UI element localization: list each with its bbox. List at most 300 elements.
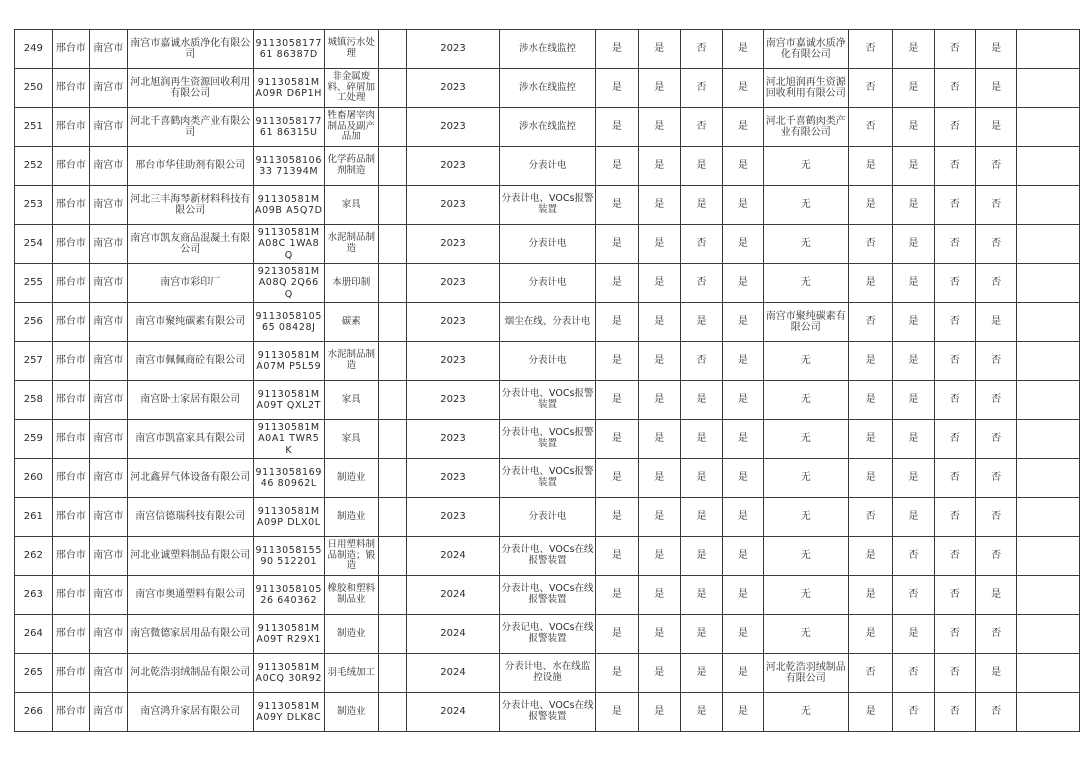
table-row — [15, 576, 1080, 615]
flag-cell-6: 是 — [893, 108, 934, 147]
year-cell: 2024 — [407, 537, 500, 576]
flag-cell-6: 是 — [893, 420, 934, 459]
flag-cell-4: 是 — [723, 498, 763, 537]
company-name-cell: 南宫卧士家居有限公司 — [127, 381, 253, 420]
city-cell: 邢台市 — [52, 459, 89, 498]
blank-cell — [378, 108, 406, 147]
flag-cell-7: 否 — [934, 186, 975, 225]
flag-cell-7: 否 — [934, 108, 975, 147]
county-cell: 南宫市 — [90, 303, 127, 342]
table-row — [15, 615, 1080, 654]
industry-cell: 水泥制品制造 — [324, 225, 378, 264]
row-number: 249 — [15, 30, 53, 69]
credit-code-cell: 911305815590 512201 — [253, 537, 324, 576]
row-number: 260 — [15, 459, 53, 498]
city-cell: 邢台市 — [52, 342, 89, 381]
table-row — [15, 342, 1080, 381]
flag-cell-6: 否 — [893, 537, 934, 576]
county-cell: 南宫市 — [90, 693, 127, 732]
flag-cell-2: 是 — [638, 420, 680, 459]
company-name-cell: 南宫市佩佩商砼有限公司 — [127, 342, 253, 381]
operator-cell: 南宫市聚纯碳素有限公司 — [763, 303, 848, 342]
flag-cell-5: 否 — [848, 30, 892, 69]
city-cell: 邢台市 — [52, 186, 89, 225]
flag-cell-2: 是 — [638, 615, 680, 654]
flag-cell-5: 是 — [848, 615, 892, 654]
flag-cell-3: 是 — [680, 498, 722, 537]
row-number: 262 — [15, 537, 53, 576]
row-number: 250 — [15, 69, 53, 108]
monitoring-equipment-cell: 分表计电、VOCs在线报警装置 — [499, 576, 595, 615]
flag-cell-7: 否 — [934, 459, 975, 498]
flag-cell-4: 是 — [723, 654, 763, 693]
company-name-cell: 南宫市凯富家具有限公司 — [127, 420, 253, 459]
flag-cell-2: 是 — [638, 576, 680, 615]
company-name-cell: 南宫市奥通塑料有限公司 — [127, 576, 253, 615]
flag-cell-3: 否 — [680, 69, 722, 108]
monitoring-equipment-cell: 涉水在线监控 — [499, 30, 595, 69]
credit-code-cell: 91130581MA09T QXL2T — [253, 381, 324, 420]
operator-cell: 河北千喜鹤肉类产业有限公司 — [763, 108, 848, 147]
blank-cell — [378, 459, 406, 498]
flag-cell-2: 是 — [638, 147, 680, 186]
row-number: 259 — [15, 420, 53, 459]
row-number: 265 — [15, 654, 53, 693]
flag-cell-4: 是 — [723, 420, 763, 459]
flag-cell-6: 否 — [893, 693, 934, 732]
flag-cell-6: 是 — [893, 342, 934, 381]
flag-cell-3: 是 — [680, 654, 722, 693]
county-cell: 南宫市 — [90, 381, 127, 420]
flag-cell-5: 是 — [848, 186, 892, 225]
row-number: 252 — [15, 147, 53, 186]
flag-cell-7: 否 — [934, 225, 975, 264]
flag-cell-1: 是 — [596, 381, 638, 420]
flag-cell-8: 是 — [975, 654, 1016, 693]
flag-cell-7: 否 — [934, 147, 975, 186]
flag-cell-2: 是 — [638, 186, 680, 225]
flag-cell-2: 是 — [638, 693, 680, 732]
flag-cell-7: 否 — [934, 615, 975, 654]
flag-cell-3: 是 — [680, 381, 722, 420]
flag-cell-6: 是 — [893, 615, 934, 654]
city-cell: 邢台市 — [52, 420, 89, 459]
flag-cell-1: 是 — [596, 498, 638, 537]
trailing-cell — [1017, 654, 1080, 693]
flag-cell-7: 否 — [934, 537, 975, 576]
flag-cell-1: 是 — [596, 264, 638, 303]
flag-cell-7: 否 — [934, 693, 975, 732]
flag-cell-4: 是 — [723, 264, 763, 303]
company-name-cell: 南宫信德瑞科技有限公司 — [127, 498, 253, 537]
county-cell: 南宫市 — [90, 69, 127, 108]
flag-cell-5: 是 — [848, 576, 892, 615]
flag-cell-5: 是 — [848, 420, 892, 459]
city-cell: 邢台市 — [52, 693, 89, 732]
credit-code-cell: 92130581MA08Q 2Q66Q — [253, 264, 324, 303]
city-cell: 邢台市 — [52, 654, 89, 693]
industry-cell: 制造业 — [324, 498, 378, 537]
flag-cell-2: 是 — [638, 654, 680, 693]
operator-cell: 无 — [763, 264, 848, 303]
flag-cell-6: 是 — [893, 147, 934, 186]
blank-cell — [378, 225, 406, 264]
industry-cell: 日用塑料制品制造；锻造 — [324, 537, 378, 576]
table-row — [15, 459, 1080, 498]
flag-cell-8: 否 — [975, 225, 1016, 264]
table-row — [15, 420, 1080, 459]
monitoring-equipment-cell: 分表计电、VOCs报警装置 — [499, 381, 595, 420]
flag-cell-8: 是 — [975, 108, 1016, 147]
blank-cell — [378, 303, 406, 342]
flag-cell-6: 是 — [893, 69, 934, 108]
monitoring-equipment-cell: 分表计电 — [499, 264, 595, 303]
industry-cell: 橡胶和塑料制品业 — [324, 576, 378, 615]
monitoring-equipment-cell: 分表记电、VOCs在线报警装置 — [499, 615, 595, 654]
year-cell: 2024 — [407, 615, 500, 654]
flag-cell-7: 否 — [934, 654, 975, 693]
trailing-cell — [1017, 459, 1080, 498]
city-cell: 邢台市 — [52, 69, 89, 108]
year-cell: 2023 — [407, 147, 500, 186]
flag-cell-2: 是 — [638, 381, 680, 420]
credit-code-cell: 91130581MA0CQ 30R92 — [253, 654, 324, 693]
flag-cell-2: 是 — [638, 69, 680, 108]
flag-cell-3: 否 — [680, 30, 722, 69]
blank-cell — [378, 498, 406, 537]
flag-cell-7: 否 — [934, 381, 975, 420]
credit-code-cell: 911305816946 80962L — [253, 459, 324, 498]
flag-cell-3: 否 — [680, 108, 722, 147]
flag-cell-1: 是 — [596, 615, 638, 654]
monitoring-equipment-cell: 涉水在线监控 — [499, 69, 595, 108]
flag-cell-8: 否 — [975, 537, 1016, 576]
trailing-cell — [1017, 108, 1080, 147]
industry-cell: 水泥制品制造 — [324, 342, 378, 381]
city-cell: 邢台市 — [52, 537, 89, 576]
industry-cell: 家具 — [324, 381, 378, 420]
monitoring-equipment-cell: 烟尘在线、分表计电 — [499, 303, 595, 342]
city-cell: 邢台市 — [52, 498, 89, 537]
year-cell: 2023 — [407, 498, 500, 537]
city-cell: 邢台市 — [52, 303, 89, 342]
flag-cell-3: 是 — [680, 186, 722, 225]
trailing-cell — [1017, 342, 1080, 381]
flag-cell-8: 否 — [975, 615, 1016, 654]
flag-cell-1: 是 — [596, 186, 638, 225]
flag-cell-3: 否 — [680, 342, 722, 381]
year-cell: 2023 — [407, 342, 500, 381]
flag-cell-8: 否 — [975, 693, 1016, 732]
blank-cell — [378, 147, 406, 186]
flag-cell-5: 否 — [848, 69, 892, 108]
flag-cell-3: 是 — [680, 459, 722, 498]
year-cell: 2023 — [407, 108, 500, 147]
credit-code-cell: 91130581MA08C 1WA8Q — [253, 225, 324, 264]
monitoring-equipment-cell: 分表计电、VOCs在线报警装置 — [499, 693, 595, 732]
credit-code-cell: 91130581MA0A1 TWR5K — [253, 420, 324, 459]
operator-cell: 河北旭润再生资源回收利用有限公司 — [763, 69, 848, 108]
blank-cell — [378, 537, 406, 576]
operator-cell: 南宫市嘉诚水质净化有限公司 — [763, 30, 848, 69]
flag-cell-5: 是 — [848, 264, 892, 303]
table-row — [15, 303, 1080, 342]
table-row — [15, 537, 1080, 576]
county-cell: 南宫市 — [90, 537, 127, 576]
blank-cell — [378, 69, 406, 108]
city-cell: 邢台市 — [52, 147, 89, 186]
county-cell: 南宫市 — [90, 498, 127, 537]
industry-cell: 碳素 — [324, 303, 378, 342]
trailing-cell — [1017, 693, 1080, 732]
flag-cell-7: 否 — [934, 420, 975, 459]
flag-cell-8: 否 — [975, 459, 1016, 498]
flag-cell-4: 是 — [723, 303, 763, 342]
flag-cell-5: 是 — [848, 342, 892, 381]
flag-cell-8: 是 — [975, 30, 1016, 69]
blank-cell — [378, 186, 406, 225]
flag-cell-6: 是 — [893, 264, 934, 303]
monitoring-equipment-cell: 涉水在线监控 — [499, 108, 595, 147]
row-number: 264 — [15, 615, 53, 654]
credit-code-cell: 91130581MA09P DLX0L — [253, 498, 324, 537]
flag-cell-8: 是 — [975, 69, 1016, 108]
flag-cell-8: 否 — [975, 498, 1016, 537]
flag-cell-6: 是 — [893, 225, 934, 264]
table-row — [15, 108, 1080, 147]
year-cell: 2024 — [407, 654, 500, 693]
city-cell: 邢台市 — [52, 108, 89, 147]
flag-cell-2: 是 — [638, 108, 680, 147]
flag-cell-4: 是 — [723, 147, 763, 186]
year-cell: 2023 — [407, 264, 500, 303]
flag-cell-7: 否 — [934, 69, 975, 108]
flag-cell-5: 否 — [848, 225, 892, 264]
blank-cell — [378, 342, 406, 381]
flag-cell-4: 是 — [723, 30, 763, 69]
monitoring-equipment-cell: 分表计电、VOCs报警装置 — [499, 420, 595, 459]
year-cell: 2023 — [407, 225, 500, 264]
operator-cell: 无 — [763, 615, 848, 654]
flag-cell-3: 是 — [680, 147, 722, 186]
flag-cell-6: 是 — [893, 381, 934, 420]
flag-cell-5: 是 — [848, 537, 892, 576]
flag-cell-8: 否 — [975, 381, 1016, 420]
trailing-cell — [1017, 69, 1080, 108]
trailing-cell — [1017, 264, 1080, 303]
operator-cell: 无 — [763, 225, 848, 264]
flag-cell-2: 是 — [638, 303, 680, 342]
flag-cell-2: 是 — [638, 264, 680, 303]
table-row — [15, 186, 1080, 225]
blank-cell — [378, 693, 406, 732]
industry-cell: 牲畜屠宰肉制品及副产品加 — [324, 108, 378, 147]
industry-cell: 制造业 — [324, 459, 378, 498]
company-name-cell: 河北千喜鹤肉类产业有限公司 — [127, 108, 253, 147]
operator-cell: 无 — [763, 498, 848, 537]
operator-cell: 无 — [763, 342, 848, 381]
credit-code-cell: 911305817761 86387D — [253, 30, 324, 69]
monitoring-equipment-cell: 分表计电、VOCs报警装置 — [499, 186, 595, 225]
enterprise-table — [14, 29, 1080, 732]
flag-cell-5: 是 — [848, 693, 892, 732]
flag-cell-7: 否 — [934, 498, 975, 537]
monitoring-equipment-cell: 分表计电 — [499, 147, 595, 186]
flag-cell-1: 是 — [596, 303, 638, 342]
row-number: 261 — [15, 498, 53, 537]
flag-cell-3: 是 — [680, 576, 722, 615]
flag-cell-7: 否 — [934, 30, 975, 69]
table-row — [15, 381, 1080, 420]
credit-code-cell: 91130581MA09B A5Q7D — [253, 186, 324, 225]
flag-cell-5: 是 — [848, 147, 892, 186]
industry-cell: 家具 — [324, 186, 378, 225]
flag-cell-4: 是 — [723, 108, 763, 147]
flag-cell-7: 否 — [934, 264, 975, 303]
flag-cell-5: 是 — [848, 459, 892, 498]
flag-cell-3: 是 — [680, 537, 722, 576]
trailing-cell — [1017, 30, 1080, 69]
city-cell: 邢台市 — [52, 615, 89, 654]
row-number: 254 — [15, 225, 53, 264]
year-cell: 2024 — [407, 576, 500, 615]
flag-cell-6: 是 — [893, 498, 934, 537]
county-cell: 南宫市 — [90, 186, 127, 225]
row-number: 263 — [15, 576, 53, 615]
operator-cell: 河北乾浩羽绒制品有限公司 — [763, 654, 848, 693]
flag-cell-7: 否 — [934, 303, 975, 342]
row-number: 266 — [15, 693, 53, 732]
flag-cell-6: 否 — [893, 576, 934, 615]
flag-cell-1: 是 — [596, 342, 638, 381]
flag-cell-7: 否 — [934, 576, 975, 615]
flag-cell-2: 是 — [638, 342, 680, 381]
flag-cell-1: 是 — [596, 693, 638, 732]
county-cell: 南宫市 — [90, 147, 127, 186]
company-name-cell: 南宫市聚纯碳素有限公司 — [127, 303, 253, 342]
city-cell: 邢台市 — [52, 225, 89, 264]
county-cell: 南宫市 — [90, 264, 127, 303]
flag-cell-1: 是 — [596, 654, 638, 693]
blank-cell — [378, 30, 406, 69]
row-number: 258 — [15, 381, 53, 420]
flag-cell-5: 否 — [848, 654, 892, 693]
trailing-cell — [1017, 147, 1080, 186]
flag-cell-3: 是 — [680, 303, 722, 342]
company-name-cell: 南宫微德家居用品有限公司 — [127, 615, 253, 654]
company-name-cell: 河北乾浩羽绒制品有限公司 — [127, 654, 253, 693]
monitoring-equipment-cell: 分表计电 — [499, 498, 595, 537]
operator-cell: 无 — [763, 576, 848, 615]
blank-cell — [378, 420, 406, 459]
blank-cell — [378, 654, 406, 693]
operator-cell: 无 — [763, 420, 848, 459]
city-cell: 邢台市 — [52, 264, 89, 303]
year-cell: 2023 — [407, 381, 500, 420]
company-name-cell: 河北业诚塑料制品有限公司 — [127, 537, 253, 576]
company-name-cell: 南宫市凯友商品混凝土有限公司 — [127, 225, 253, 264]
monitoring-equipment-cell: 分表计电、VOCs报警装置 — [499, 459, 595, 498]
credit-code-cell: 911305810526 640362 — [253, 576, 324, 615]
flag-cell-6: 是 — [893, 186, 934, 225]
industry-cell: 制造业 — [324, 693, 378, 732]
monitoring-equipment-cell: 分表计电、VOCs在线报警装置 — [499, 537, 595, 576]
flag-cell-1: 是 — [596, 537, 638, 576]
blank-cell — [378, 615, 406, 654]
monitoring-equipment-cell: 分表计电、水在线监控设施 — [499, 654, 595, 693]
company-name-cell: 邢台市华佳助剂有限公司 — [127, 147, 253, 186]
flag-cell-6: 是 — [893, 459, 934, 498]
industry-cell: 制造业 — [324, 615, 378, 654]
flag-cell-1: 是 — [596, 147, 638, 186]
monitoring-equipment-cell: 分表计电 — [499, 342, 595, 381]
flag-cell-2: 是 — [638, 498, 680, 537]
blank-cell — [378, 381, 406, 420]
table-row — [15, 693, 1080, 732]
city-cell: 邢台市 — [52, 30, 89, 69]
flag-cell-4: 是 — [723, 537, 763, 576]
trailing-cell — [1017, 498, 1080, 537]
flag-cell-8: 否 — [975, 147, 1016, 186]
blank-cell — [378, 576, 406, 615]
year-cell: 2023 — [407, 303, 500, 342]
company-name-cell: 河北三丰海琴新材料科技有限公司 — [127, 186, 253, 225]
credit-code-cell: 91130581MA09Y DLK8C — [253, 693, 324, 732]
county-cell: 南宫市 — [90, 342, 127, 381]
credit-code-cell: 91130581MA07M P5L59 — [253, 342, 324, 381]
row-number: 251 — [15, 108, 53, 147]
flag-cell-8: 否 — [975, 186, 1016, 225]
company-name-cell: 河北鑫昇气体设备有限公司 — [127, 459, 253, 498]
year-cell: 2024 — [407, 693, 500, 732]
flag-cell-4: 是 — [723, 342, 763, 381]
flag-cell-1: 是 — [596, 225, 638, 264]
trailing-cell — [1017, 225, 1080, 264]
flag-cell-3: 是 — [680, 615, 722, 654]
year-cell: 2023 — [407, 459, 500, 498]
trailing-cell — [1017, 615, 1080, 654]
flag-cell-6: 是 — [893, 30, 934, 69]
table-row — [15, 69, 1080, 108]
table-row — [15, 147, 1080, 186]
flag-cell-6: 是 — [893, 303, 934, 342]
flag-cell-4: 是 — [723, 693, 763, 732]
flag-cell-2: 是 — [638, 459, 680, 498]
year-cell: 2023 — [407, 69, 500, 108]
flag-cell-1: 是 — [596, 459, 638, 498]
industry-cell: 家具 — [324, 420, 378, 459]
operator-cell: 无 — [763, 186, 848, 225]
trailing-cell — [1017, 303, 1080, 342]
flag-cell-4: 是 — [723, 225, 763, 264]
trailing-cell — [1017, 537, 1080, 576]
flag-cell-4: 是 — [723, 186, 763, 225]
year-cell: 2023 — [407, 30, 500, 69]
flag-cell-1: 是 — [596, 420, 638, 459]
flag-cell-2: 是 — [638, 30, 680, 69]
flag-cell-5: 否 — [848, 303, 892, 342]
table-row — [15, 225, 1080, 264]
row-number: 257 — [15, 342, 53, 381]
flag-cell-6: 否 — [893, 654, 934, 693]
trailing-cell — [1017, 420, 1080, 459]
operator-cell: 无 — [763, 537, 848, 576]
flag-cell-4: 是 — [723, 576, 763, 615]
county-cell: 南宫市 — [90, 576, 127, 615]
year-cell: 2023 — [407, 420, 500, 459]
county-cell: 南宫市 — [90, 459, 127, 498]
county-cell: 南宫市 — [90, 654, 127, 693]
